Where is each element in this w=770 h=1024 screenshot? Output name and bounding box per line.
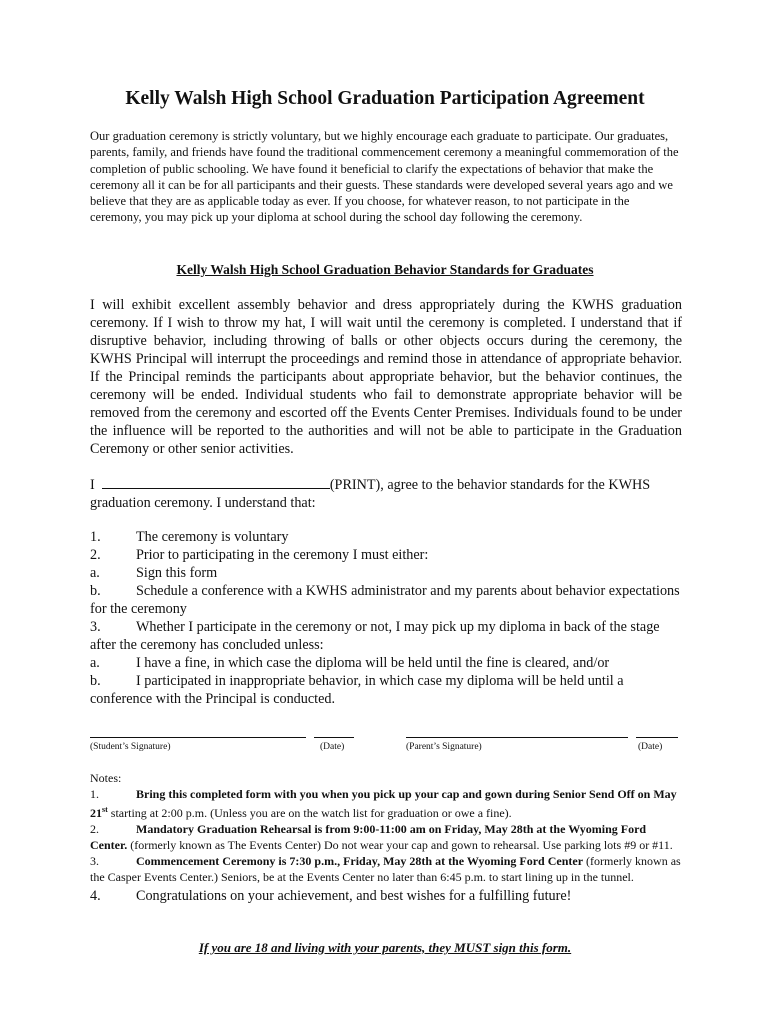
standards-paragraph: I will exhibit excellent assembly behavior and dress appropriately during the KWHS graduation ceremony. If I wish to throw my hat, I will wait until the ceremony is completed. I understand that if disruptive behavior, including throwing of balls or other objects occurs during the ceremony, the KWHS Principal will interrupt the proceedings and remind those in attendance of appropriate behavior. If the Principal reminds the participants about appropriate behavior, but the behavior continues, the ceremony will be ended. Individual students who fail to demonstrate appropriate behavior will be removed from the ceremony and escorted off the Events Center Premises. Individuals found to be under the influence will be reported to the authorities and will not be able to participate in the Graduation Ceremony or other senior activities. [90,297,682,457]
note-bold-text: Mandatory Graduation Rehearsal is from 9:00-11:00 am on Friday, May 28th at the Wyoming Ford Center. [90,822,647,852]
student-date-label: (Date) [320,742,345,752]
list-item-number: a. [90,655,100,671]
list-item [90,564,682,582]
note-number: 3. [90,854,99,868]
list-item-text: The ceremony is voluntary [136,529,289,545]
student-date-line[interactable] [314,736,354,738]
list-item-number: 2. [90,547,101,563]
note-text: starting at 2:00 p.m. (Unless you are on the watch list for graduation or owe a fine). [107,806,512,820]
document-title: Kelly Walsh High School Graduation Participation Agreement [125,88,645,109]
list-item-text: Sign this form [136,565,218,581]
parent-date-label: (Date) [638,742,663,752]
list-item-text: Whether I participate in the ceremony or not, I may pick up my diploma in back of the stage after the ceremony has concluded unless: [90,619,660,653]
agreement-statement [90,476,682,512]
list-item-number: 1. [90,529,101,545]
notes-label: Notes: [90,771,122,785]
list-item [90,582,682,618]
list-item-number: a. [90,565,100,581]
list-item-number: b. [90,583,101,599]
note-item [90,853,682,885]
list-item-number: 3. [90,619,101,635]
student-signature-label: (Student’s Signature) [90,742,171,752]
parent-date-line[interactable] [636,736,678,738]
footer-notice: If you are 18 and living with your parents, they MUST sign this form. [198,940,572,955]
agreement-prefix: I [90,477,95,493]
agreement-suffix: (PRINT), agree to the behavior standards for the KWHS graduation ceremony. I understand that: [90,477,651,511]
note-text: Congratulations on your achievement, and best wishes for a fulfilling future! [136,888,572,904]
student-signature-line[interactable] [90,736,306,738]
parent-signature-label: (Parent’s Signature) [406,742,482,752]
note-item [90,887,682,905]
note-item [90,786,682,821]
note-item [90,821,682,853]
list-item-text: I have a fine, in which case the diploma will be held until the fine is cleared, and/or [136,655,610,671]
note-bold-text: Commencement Ceremony is 7:30 p.m., Friday, May 28th at the Wyoming Ford Center [136,854,584,868]
note-text: (formerly known as the Casper Events Center.) Seniors, be at the Events Center no later than 6:45 p.m. to start lining up in the tunnel. [90,854,681,884]
signature-row [90,728,682,758]
conditions-list [90,528,682,708]
list-item [90,618,682,654]
note-number: 4. [90,888,101,904]
intro-paragraph: Our graduation ceremony is strictly voluntary, but we highly encourage each graduate to participate. Our graduates, parents, family, and friends have found the traditional commencement ceremony a meaningful commemoration of the completion of public schooling. We have found it beneficial to clarify the expectations of behavior that make the ceremony all it can be for all participants and their guests. These standards were developed several years ago and we believe that they are as applicable today as ever. If you choose, for whatever reason, to not participate in the ceremony, you may pick up your diploma at school during the school day following the ceremony. [90,129,679,225]
list-item [90,546,682,564]
notes-section [90,770,682,905]
note-number: 2. [90,822,99,836]
list-item [90,654,682,672]
list-item [90,672,682,708]
list-item-number: b. [90,673,101,689]
standards-heading: Kelly Walsh High School Graduation Behavior Standards for Graduates [176,262,594,277]
list-item-text: I participated in inappropriate behavior, in which case my diploma will be held until a conference with the Principal is conducted. [90,673,624,707]
list-item-text: Prior to participating in the ceremony I must either: [136,547,429,563]
list-item [90,528,682,546]
list-item-text: Schedule a conference with a KWHS administrator and my parents about behavior expectations for the ceremony [90,583,680,617]
note-text: (formerly known as The Events Center) Do not wear your cap and gown to rehearsal. Use parking lots #9 or #11. [127,838,673,852]
print-name-blank[interactable] [102,476,330,489]
parent-signature-line[interactable] [406,736,628,738]
note-superscript: st [102,805,108,814]
note-number: 1. [90,787,99,801]
note-bold-text: Bring this completed form with you when you pick up your cap and gown during Senior Send Off on May 21 [90,787,677,820]
